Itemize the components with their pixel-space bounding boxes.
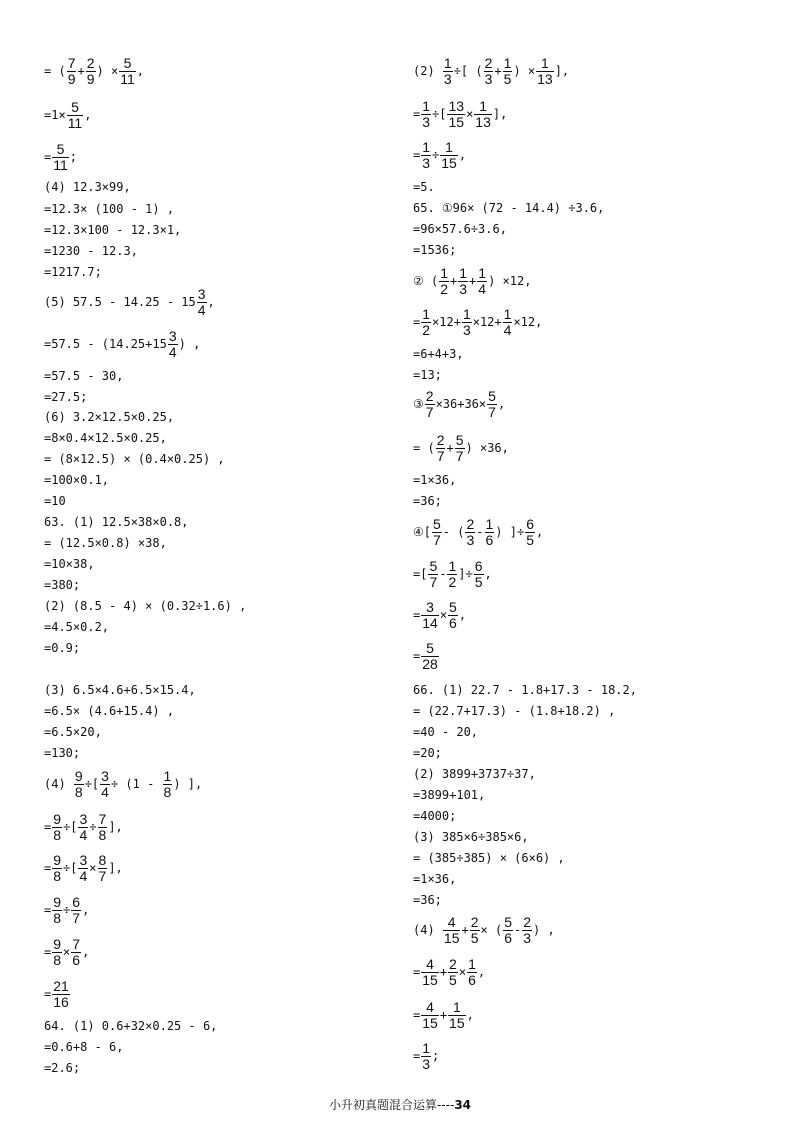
- text-line: =20;: [413, 746, 442, 760]
- text-line: =5.: [413, 180, 435, 194]
- page-number: 34: [454, 1098, 472, 1112]
- fraction: $\frac{2}{3}$: [466, 516, 475, 548]
- text-line: =10: [44, 494, 66, 508]
- text-line: =3899+101,: [413, 788, 486, 802]
- text-line: =1230 - 12.3,: [44, 244, 138, 258]
- fraction: $\frac{5}{7}$: [432, 516, 441, 548]
- text-line: =0.9;: [44, 641, 81, 655]
- text-line: 64. (1) 0.6+32×0.25 - 6,: [44, 1019, 218, 1033]
- fraction: $\frac{1}{3}$: [422, 1040, 431, 1072]
- math-line: ③ $\frac{2}{7}$ ×36+36× $\frac{5}{7}$ ,: [413, 388, 506, 420]
- fraction: $\frac{2}{5}$: [470, 914, 479, 946]
- text-line: =6+4+3,: [413, 347, 464, 361]
- math-line: (5) 57.5 - 14.25 - 15 $\frac{3}{4}$ ,: [44, 286, 215, 318]
- fraction: $\frac{21}{16}$: [53, 978, 69, 1010]
- fraction: $\frac{1}{2}$: [448, 558, 457, 590]
- fraction: $\frac{9}{8}$: [53, 852, 62, 884]
- fraction: $\frac{3}{14}$: [422, 599, 438, 631]
- math-line: = $\frac{1}{2}$ ×12+ $\frac{1}{3}$ ×12+ $\frac{1}{4}$ ×12,: [413, 306, 543, 338]
- fraction: $\frac{1}{3}$: [443, 55, 452, 87]
- text-line: (6) 3.2×12.5×0.25,: [44, 410, 175, 424]
- text-line: =36;: [413, 893, 442, 907]
- fraction: $\frac{2}{9}$: [86, 55, 95, 87]
- text-line: (3) 385×6÷385×6,: [413, 830, 529, 844]
- fraction: $\frac{3}{4}$: [101, 768, 109, 800]
- fraction: $\frac{1}{3}$: [459, 265, 468, 297]
- text-line: =57.5 - 30,: [44, 369, 124, 383]
- math-line: (2) $\frac{1}{3}$ ÷[ ( $\frac{2}{3}$ + $\frac{1}{5}$ ) × $\frac{1}{13}$ ],: [413, 55, 570, 87]
- text-line: =4.5×0.2,: [44, 620, 110, 634]
- fraction: $\frac{4}{15}$: [443, 914, 460, 946]
- fraction: $\frac{1}{3}$: [462, 306, 471, 338]
- fraction: $\frac{5}{11}$: [67, 99, 83, 131]
- math-line: = $\frac{21}{16}$: [44, 978, 69, 1010]
- fraction: $\frac{5}{11}$: [120, 55, 135, 87]
- fraction: $\frac{13}{15}$: [448, 98, 465, 130]
- fraction: $\frac{3}{4}$: [197, 286, 206, 318]
- text-line: (2) (8.5 - 4) × (0.32÷1.6) ,: [44, 599, 247, 613]
- text-line: =27.5;: [44, 390, 88, 404]
- text-line: (2) 3899+3737÷37,: [413, 767, 536, 781]
- fraction: $\frac{3}{4}$: [79, 852, 88, 884]
- text-line: =2.6;: [44, 1061, 81, 1075]
- fraction: $\frac{1}{15}$: [449, 999, 465, 1031]
- fraction: $\frac{5}{6}$: [504, 914, 512, 946]
- fraction: $\frac{1}{6}$: [485, 516, 494, 548]
- fraction: $\frac{5}{28}$: [422, 640, 438, 672]
- text-line: 65. ①96× (72 - 14.4) ÷3.6,: [413, 201, 605, 215]
- fraction: $\frac{2}{5}$: [449, 956, 457, 988]
- math-line: = $\frac{9}{8}$ ÷[ $\frac{3}{4}$ × $\frac{8}{7}$ ],: [44, 852, 123, 884]
- fraction: $\frac{1}{2}$: [440, 265, 449, 297]
- math-line: = ( $\frac{7}{9}$ + $\frac{2}{9}$ ) × $\frac{5}{11}$ ,: [44, 55, 144, 87]
- math-line: = $\frac{9}{8}$ ÷ $\frac{6}{7}$ ,: [44, 894, 90, 926]
- text-line: =1×36,: [413, 473, 457, 487]
- text-line: = (22.7+17.3) - (1.8+18.2) ,: [413, 704, 616, 718]
- fraction: $\frac{1}{5}$: [503, 55, 512, 87]
- math-line: = $\frac{1}{3}$ ;: [413, 1040, 440, 1072]
- text-line: =130;: [44, 746, 81, 760]
- math-line: = $\frac{1}{3}$ ÷ $\frac{1}{15}$ ,: [413, 139, 467, 171]
- math-line: = $\frac{5}{11}$ ;: [44, 141, 78, 173]
- fraction: $\frac{9}{8}$: [53, 936, 62, 968]
- math-line: = $\frac{9}{8}$ × $\frac{7}{6}$ ,: [44, 936, 90, 968]
- fraction: $\frac{4}{15}$: [422, 999, 438, 1031]
- math-line: =[ $\frac{5}{7}$ - $\frac{1}{2}$ ]÷ $\frac{6}{5}$ ,: [413, 558, 492, 590]
- fraction: $\frac{1}{13}$: [475, 98, 491, 130]
- fraction: $\frac{2}{7}$: [425, 388, 434, 420]
- text-line: =1217.7;: [44, 265, 102, 279]
- fraction: $\frac{5}{6}$: [449, 599, 457, 631]
- text-line: =100×0.1,: [44, 473, 110, 487]
- fraction: $\frac{9}{8}$: [53, 811, 62, 843]
- fraction: $\frac{1}{3}$: [422, 139, 431, 171]
- math-line: = $\frac{4}{15}$ + $\frac{2}{5}$ × $\frac{1}{6}$ ,: [413, 956, 486, 988]
- math-line: = $\frac{1}{3}$ ÷[ $\frac{13}{15}$ × $\frac{1}{13}$ ],: [413, 98, 508, 130]
- fraction: $\frac{5}{7}$: [455, 432, 464, 464]
- text-line: =96×57.6÷3.6,: [413, 222, 507, 236]
- math-line: = ( $\frac{2}{7}$ + $\frac{5}{7}$ ) ×36,: [413, 432, 509, 464]
- text-line: =12.3×100 - 12.3×1,: [44, 223, 182, 237]
- text-line: = (12.5×0.8) ×38,: [44, 536, 167, 550]
- math-line: =57.5 - (14.25+15 $\frac{3}{4}$ ) ,: [44, 328, 201, 360]
- text-line: =13;: [413, 368, 442, 382]
- fraction: $\frac{1}{2}$: [422, 306, 431, 338]
- fraction: $\frac{6}{5}$: [474, 558, 483, 590]
- text-line: =36;: [413, 494, 442, 508]
- fraction: $\frac{7}{9}$: [67, 55, 76, 87]
- fraction: $\frac{7}{8}$: [98, 811, 107, 843]
- page-footer: [0, 1096, 800, 1113]
- math-line: (4) $\frac{4}{15}$ + $\frac{2}{5}$ × ( $\frac{5}{6}$ - $\frac{2}{3}$ ) ,: [413, 914, 555, 946]
- fraction: $\frac{5}{11}$: [53, 141, 68, 173]
- fraction: $\frac{5}{7}$: [488, 388, 496, 420]
- math-line: =1× $\frac{5}{11}$ ,: [44, 99, 92, 131]
- math-line: = $\frac{4}{15}$ + $\frac{1}{15}$ ,: [413, 999, 474, 1031]
- fraction: $\frac{1}{6}$: [468, 956, 476, 988]
- math-line: (4) $\frac{9}{8}$ ÷[ $\frac{3}{4}$ ÷ (1 - $\frac{1}{8}$ ) ],: [44, 768, 203, 800]
- fraction: $\frac{1}{4}$: [478, 265, 487, 297]
- fraction: $\frac{1}{4}$: [503, 306, 512, 338]
- math-line: = $\frac{9}{8}$ ÷[ $\frac{3}{4}$ ÷ $\frac{7}{8}$ ],: [44, 811, 123, 843]
- fraction: $\frac{8}{7}$: [98, 852, 107, 884]
- text-line: =0.6+8 - 6,: [44, 1040, 124, 1054]
- text-line: 63. (1) 12.5×38×0.8,: [44, 515, 189, 529]
- fraction: $\frac{7}{6}$: [72, 936, 81, 968]
- text-line: =6.5× (4.6+15.4) ,: [44, 704, 175, 718]
- text-line: =8×0.4×12.5×0.25,: [44, 431, 167, 445]
- text-line: =40 - 20,: [413, 725, 479, 739]
- text-line: =380;: [44, 578, 81, 592]
- text-line: 66. (1) 22.7 - 1.8+17.3 - 18.2,: [413, 683, 637, 697]
- fraction: $\frac{1}{15}$: [441, 139, 457, 171]
- text-line: (3) 6.5×4.6+6.5×15.4,: [44, 683, 196, 697]
- fraction: $\frac{4}{15}$: [422, 956, 438, 988]
- text-line: =6.5×20,: [44, 725, 102, 739]
- math-line: = $\frac{3}{14}$ × $\frac{5}{6}$ ,: [413, 599, 467, 631]
- fraction: $\frac{6}{5}$: [526, 516, 534, 548]
- fraction: $\frac{5}{7}$: [429, 558, 438, 590]
- fraction: $\frac{9}{8}$: [74, 768, 83, 800]
- math-line: = $\frac{5}{28}$: [413, 640, 438, 672]
- text-line: =4000;: [413, 809, 457, 823]
- math-line: ② ( $\frac{1}{2}$ + $\frac{1}{3}$ + $\frac{1}{4}$ ) ×12,: [413, 265, 532, 297]
- fraction: $\frac{1}{3}$: [422, 98, 431, 130]
- fraction: $\frac{9}{8}$: [53, 894, 62, 926]
- text-line: (4) 12.3×99,: [44, 180, 131, 194]
- fraction: $\frac{2}{3}$: [484, 55, 493, 87]
- text-line: =1536;: [413, 243, 457, 257]
- fraction: $\frac{2}{3}$: [523, 914, 532, 946]
- text-line: =10×38,: [44, 557, 95, 571]
- text-line: =12.3× (100 - 1) ,: [44, 202, 175, 216]
- math-line: ④[ $\frac{5}{7}$ - ( $\frac{2}{3}$ - $\frac{1}{6}$ ) ]÷ $\frac{6}{5}$ ,: [413, 516, 544, 548]
- text-line: = (8×12.5) × (0.4×0.25) ,: [44, 452, 225, 466]
- fraction: $\frac{6}{7}$: [72, 894, 81, 926]
- fraction: $\frac{2}{7}$: [436, 432, 445, 464]
- fraction: $\frac{1}{13}$: [537, 55, 553, 87]
- text-line: =1×36,: [413, 872, 457, 886]
- fraction: $\frac{1}{8}$: [163, 768, 172, 800]
- footer-title: 小升初真题混合运算----: [328, 1098, 455, 1112]
- fraction: $\frac{3}{4}$: [168, 328, 177, 360]
- fraction: $\frac{3}{4}$: [79, 811, 88, 843]
- text-line: = (385÷385) × (6×6) ,: [413, 851, 565, 865]
